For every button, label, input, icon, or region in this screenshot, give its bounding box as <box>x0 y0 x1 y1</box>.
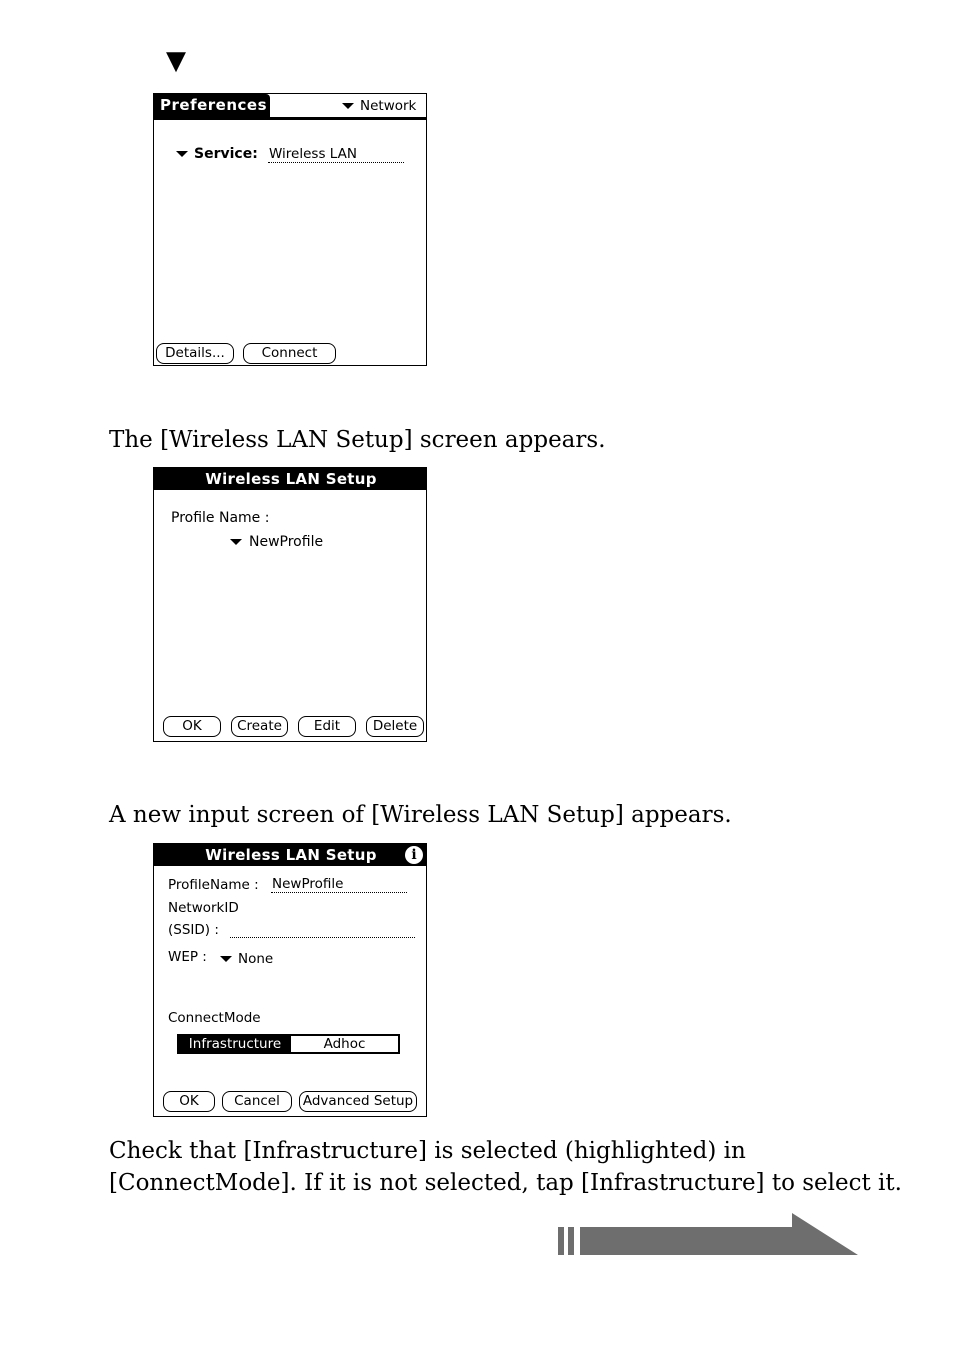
wireless-lan-setup-screen <box>153 467 427 742</box>
dropdown-triangle-icon <box>230 539 242 545</box>
step-down-arrow: ▼ <box>166 46 186 76</box>
ok-button[interactable]: OK <box>163 716 221 737</box>
advanced-setup-button[interactable]: Advanced Setup <box>299 1091 417 1112</box>
screen-title: Wireless LAN Setup <box>154 468 427 490</box>
paragraph-3-line-2: [ConnectMode]. If it is not selected, tap [Infrastructure] to select it. <box>109 1170 902 1196</box>
dropdown-triangle-icon <box>220 956 232 962</box>
category-value: Network <box>360 98 417 114</box>
continue-arrow-icon <box>558 1213 860 1257</box>
network-id-label: NetworkID <box>168 900 239 916</box>
connect-button[interactable]: Connect <box>243 343 336 364</box>
profile-name-value[interactable]: NewProfile <box>272 876 344 892</box>
infrastructure-option[interactable]: Infrastructure <box>179 1036 291 1052</box>
profile-name-label: ProfileName : <box>168 877 259 893</box>
wep-value: None <box>238 951 274 967</box>
screen-title: Wireless LAN Setup <box>154 844 427 866</box>
connect-mode-selector <box>177 1034 400 1054</box>
ssid-label: (SSID) : <box>168 922 219 938</box>
adhoc-option[interactable]: Adhoc <box>291 1036 398 1052</box>
wireless-lan-input-screen <box>153 843 427 1117</box>
service-label: Service: <box>194 146 258 162</box>
profile-name-underline <box>271 892 407 893</box>
wep-picker[interactable] <box>220 951 273 967</box>
ok-button[interactable]: OK <box>163 1091 215 1112</box>
preferences-screen <box>153 93 427 366</box>
create-button[interactable]: Create <box>231 716 288 737</box>
profile-name-label: Profile Name : <box>171 510 270 526</box>
service-value: Wireless LAN <box>269 146 357 162</box>
details-button[interactable]: Details... <box>156 343 234 364</box>
paragraph-3-line-1: Check that [Infrastructure] is selected (highlighted) in <box>109 1138 746 1164</box>
paragraph-1: The [Wireless LAN Setup] screen appears. <box>109 427 606 453</box>
ssid-field[interactable] <box>230 937 415 938</box>
edit-button[interactable]: Edit <box>298 716 356 737</box>
cancel-button[interactable]: Cancel <box>222 1091 292 1112</box>
dropdown-triangle-icon <box>342 103 354 109</box>
preferences-title: Preferences <box>154 94 270 117</box>
dropdown-triangle-icon <box>176 151 188 157</box>
wep-label: WEP : <box>168 949 207 965</box>
service-underline <box>268 162 404 163</box>
category-picker[interactable] <box>342 98 416 114</box>
profile-picker[interactable] <box>230 534 323 550</box>
info-icon[interactable]: i <box>405 846 423 864</box>
paragraph-2: A new input screen of [Wireless LAN Setup] appears. <box>109 802 732 828</box>
delete-button[interactable]: Delete <box>366 716 424 737</box>
profile-value: NewProfile <box>249 534 324 550</box>
service-picker[interactable] <box>176 146 258 162</box>
connect-mode-label: ConnectMode <box>168 1010 261 1026</box>
